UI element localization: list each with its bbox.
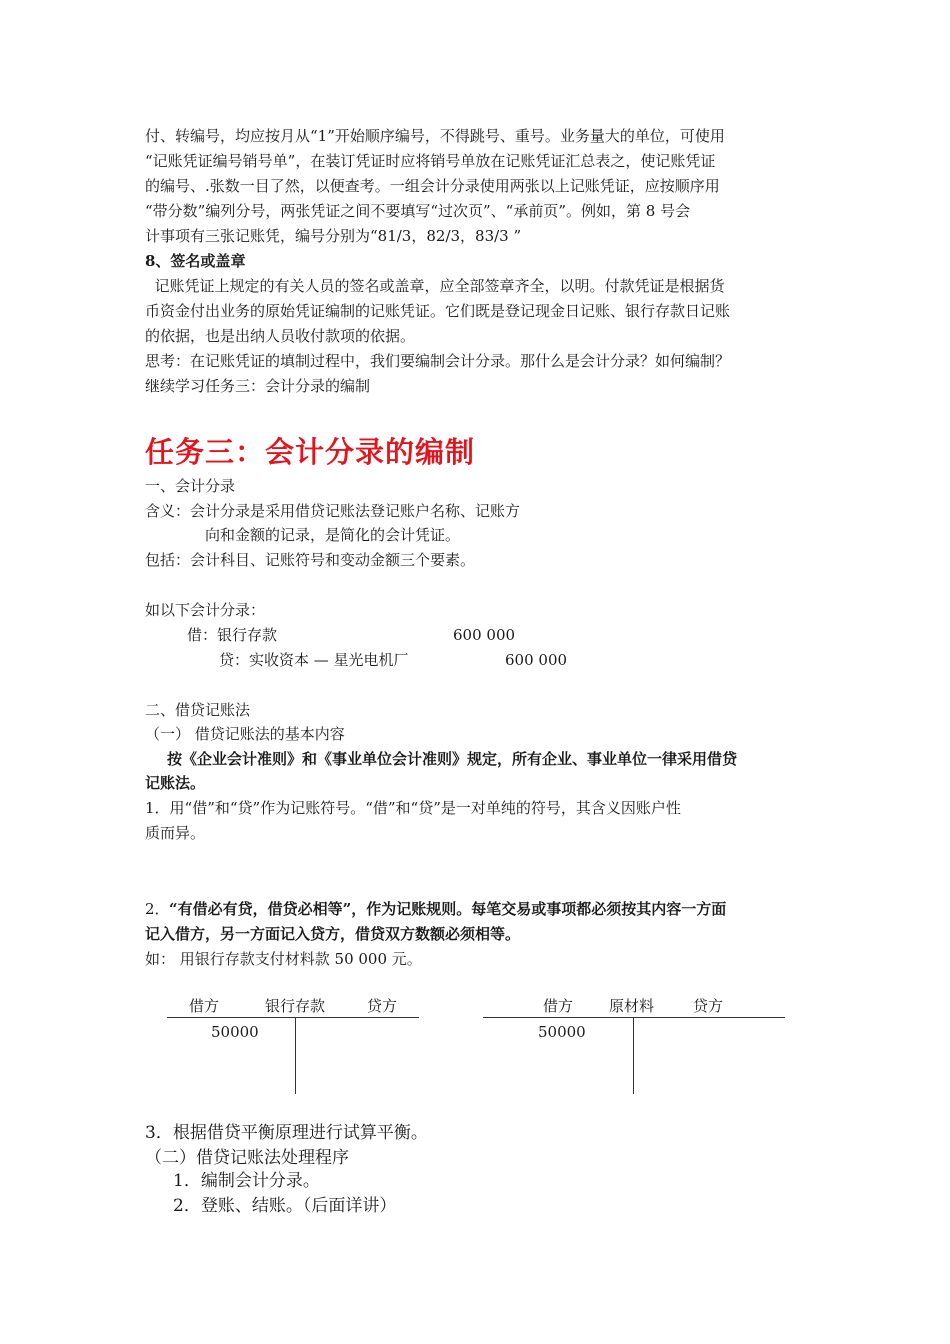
t-account-horizontal-rule [167, 1017, 419, 1018]
section8-heading: 8、签名或盖章 [145, 252, 246, 270]
t-account-vertical-rule [295, 1018, 296, 1094]
rule-line-1: 按《企业会计准则》和《事业单位会计准则》规定，所有企业、事业单位一律采用借贷 [167, 750, 738, 768]
thinking-line: 思考：在记账凭证的填制过程中，我们要编制会计分录。那什么是会计分录？如何编制？ [145, 352, 731, 370]
point2-line-1: “有借必有贷，借贷必相等”，作为记账规则。每笔交易或事项都必须按其内容一方面 [169, 900, 727, 918]
intro-line: 付、转编号，均应按月从“1”开始顺序编号，不得跳号、重号。业务量大的单位，可使用 [145, 127, 725, 145]
part1-heading: 一、会计分录 [145, 477, 236, 495]
t-account-debit-amount: 50000 [538, 1023, 586, 1041]
entry-debit-amount: 600 000 [453, 626, 516, 644]
part2-sub2: （二）借贷记账法处理程序 [145, 1148, 349, 1168]
intro-line: “带分数”编列分号，两张凭证之间不要填写“过次页”、“承前页”。例如，第 8 号会 [145, 202, 691, 220]
intro-line: 的编号、.张数一目了然，以便查考。一组会计分录使用两张以上记账凭证，应按顺序用 [145, 177, 720, 195]
t-account-horizontal-rule [483, 1017, 785, 1018]
section8-line: 记账凭证上规定的有关人员的签名或盖章，应全部签章齐全，以明。付款凭证是根据货 [145, 277, 725, 295]
section8-line: 的依据，也是出纳人员收付款项的依据。 [145, 327, 416, 345]
intro-line: 计事项有三张记账凭，编号分别为“81/3，82/3，83/3 ” [145, 227, 522, 245]
point1-line-1: 1．用“借”和“贷”作为记账符号。“借”和“贷”是一对单纯的符号，其含义因账户性 [145, 799, 681, 817]
point2-line-2: 记入借方，另一方面记入贷方，借贷双方数额必须相等。 [145, 925, 521, 943]
t-account-name: 原材料 [609, 997, 655, 1015]
thinking-line: 继续学习任务三：会计分录的编制 [145, 377, 371, 395]
step-1: 1．编制会计分录。 [173, 1171, 320, 1191]
t-account-vertical-rule [633, 1018, 634, 1094]
meaning-line-2: 向和金额的记录，是简化的会计凭证。 [205, 526, 461, 544]
part2-sub1: （一） 借贷记账法的基本内容 [145, 725, 345, 743]
t-account-credit-label: 贷方 [693, 997, 724, 1015]
entry-credit-amount: 600 000 [505, 651, 568, 669]
t-account-bank-deposit [167, 995, 419, 1095]
section8-line: 币资金付出业务的原始凭证编制的记账凭证。它们既是登记现金日记账、银行存款日记账 [145, 302, 731, 320]
point3-line: 3．根据借贷平衡原理进行试算平衡。 [145, 1123, 428, 1143]
entry-credit-label: 贷：实收资本 — 星光电机厂 [219, 651, 409, 669]
t-account-credit-label: 贷方 [367, 997, 398, 1015]
point2-number: 2． [145, 900, 170, 918]
t-account-debit-label: 借方 [543, 997, 574, 1015]
t-account-debit-label: 借方 [189, 997, 220, 1015]
includes-line: 包括：会计科目、记账符号和变动金额三个要素。 [145, 551, 476, 569]
intro-line: “记账凭证编号销号单”，在装订凭证时应将销号单放在记账凭证汇总表之，使记账凭证 [145, 152, 716, 170]
t-account-name: 银行存款 [265, 997, 326, 1015]
point1-line-2: 质而异。 [145, 824, 206, 842]
example-intro: 如以下会计分录： [145, 601, 266, 619]
t-account-raw-materials [483, 995, 785, 1095]
step-2: 2．登账、结账。（后面详讲） [173, 1196, 397, 1216]
example-line: 如： 用银行存款支付材料款 50 000 元。 [145, 950, 422, 968]
rule-line-2: 记账法。 [145, 774, 206, 792]
meaning-line-1: 含义：会计分录是采用借贷记账法登记账户名称、记账方 [145, 502, 521, 520]
part2-heading: 二、借贷记账法 [145, 701, 251, 719]
t-account-debit-amount: 50000 [211, 1023, 259, 1041]
entry-debit-label: 借：银行存款 [187, 626, 278, 644]
task-title: 任务三：会计分录的编制 [145, 435, 476, 469]
